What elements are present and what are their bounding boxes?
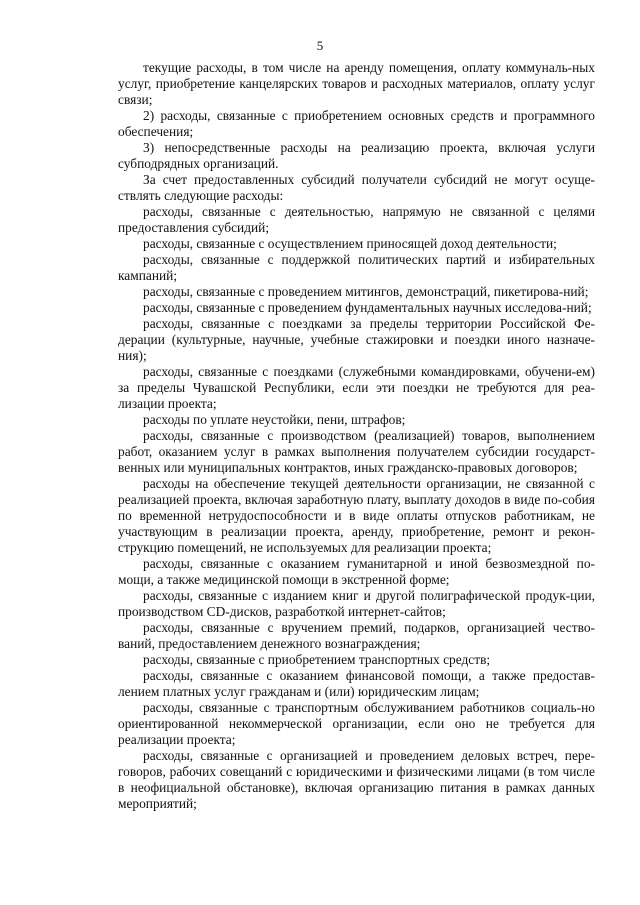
paragraph: 2) расходы, связанные с приобретением основных средств и программного обеспечения; [118,108,595,139]
page-number: 5 [316,38,324,53]
paragraph: расходы, связанные с деятельностью, напрямую не связанной с целями предоставления субсидий; [118,204,595,235]
paragraph: расходы, связанные с поездками за пределы территории Российской Фе-дерации (культурные, научные, учебные стажировки и поездки иного назначе-ния); [118,316,595,363]
paragraph: расходы, связанные с поездками (служебными командировками, обучени-ем) за пределы Чувашской Республики, если эти поездки не требуются для реа-лизации проекта; [118,364,595,411]
paragraph: расходы, связанные с производством (реализацией) товаров, выполнением работ, оказанием услуг в рамках выполнения получателем субсидии государст-венных или муниципальных контрактов, иных гражданско-правовых договоров; [118,428,595,475]
paragraph: текущие расходы, в том числе на аренду помещения, оплату коммуналь-ных услуг, приобретение канцелярских товаров и расходных материалов, оплату услуг связи; [118,60,595,107]
paragraph: расходы, связанные с оказанием финансовой помощи, а также предостав-лением платных услуг гражданам и (или) юридическим лицам; [118,668,595,699]
paragraph: расходы, связанные с поддержкой политических партий и избирательных кампаний; [118,252,595,283]
paragraph: расходы на обеспечение текущей деятельности организации, не связанной с реализацией проекта, включая заработную плату, выплату доходов в виде по-собия по временной нетрудоспособности и в виде оплаты отпусков работникам, не участвующим в реализации проекта, аренду, приобретение, ремонт и рекон-струкцию помещений, не используемых для реализации проекта; [118,476,595,555]
paragraph: расходы, связанные с транспортным обслуживанием работников социаль-но ориентированной некоммерческой организации, если оно не требуется для реализации проекта; [118,700,595,747]
paragraph: расходы, связанные с приобретением транспортных средств; [143,652,491,667]
paragraph: расходы, связанные с осуществлением приносящей доход деятельности; [143,236,557,251]
paragraph: расходы, связанные с проведением фундаментальных научных исследова-ний; [143,300,592,315]
paragraph: За счет предоставленных субсидий получатели субсидий не могут осуще-ствлять следующие расходы: [118,172,595,203]
paragraph: расходы, связанные с проведением митингов, демонстраций, пикетирова-ний; [143,284,589,299]
paragraph: расходы, связанные с оказанием гуманитарной и иной безвозмездной по-мощи, а также медицинской помощи в экстренной форме; [118,556,595,587]
paragraph: расходы, связанные с вручением премий, подарков, организацией чество-ваний, предоставлением денежного вознаграждения; [118,620,595,651]
paragraph: расходы, связанные с организацией и проведением деловых встреч, пере-говоров, рабочих совещаний с юридическими и физическими лицами (в том числе в неофициальной обстановке), включая организацию питания в рамках данных мероприятий; [118,748,595,811]
paragraph: расходы, связанные с изданием книг и другой полиграфической продук-ции, производством CD-дисков, разработкой интернет-сайтов; [118,588,595,619]
paragraph: 3) непосредственные расходы на реализацию проекта, включая услуги субподрядных организаций. [118,140,595,171]
paragraph: расходы по уплате неустойки, пени, штрафов; [143,412,406,427]
document-body [118,60,595,812]
